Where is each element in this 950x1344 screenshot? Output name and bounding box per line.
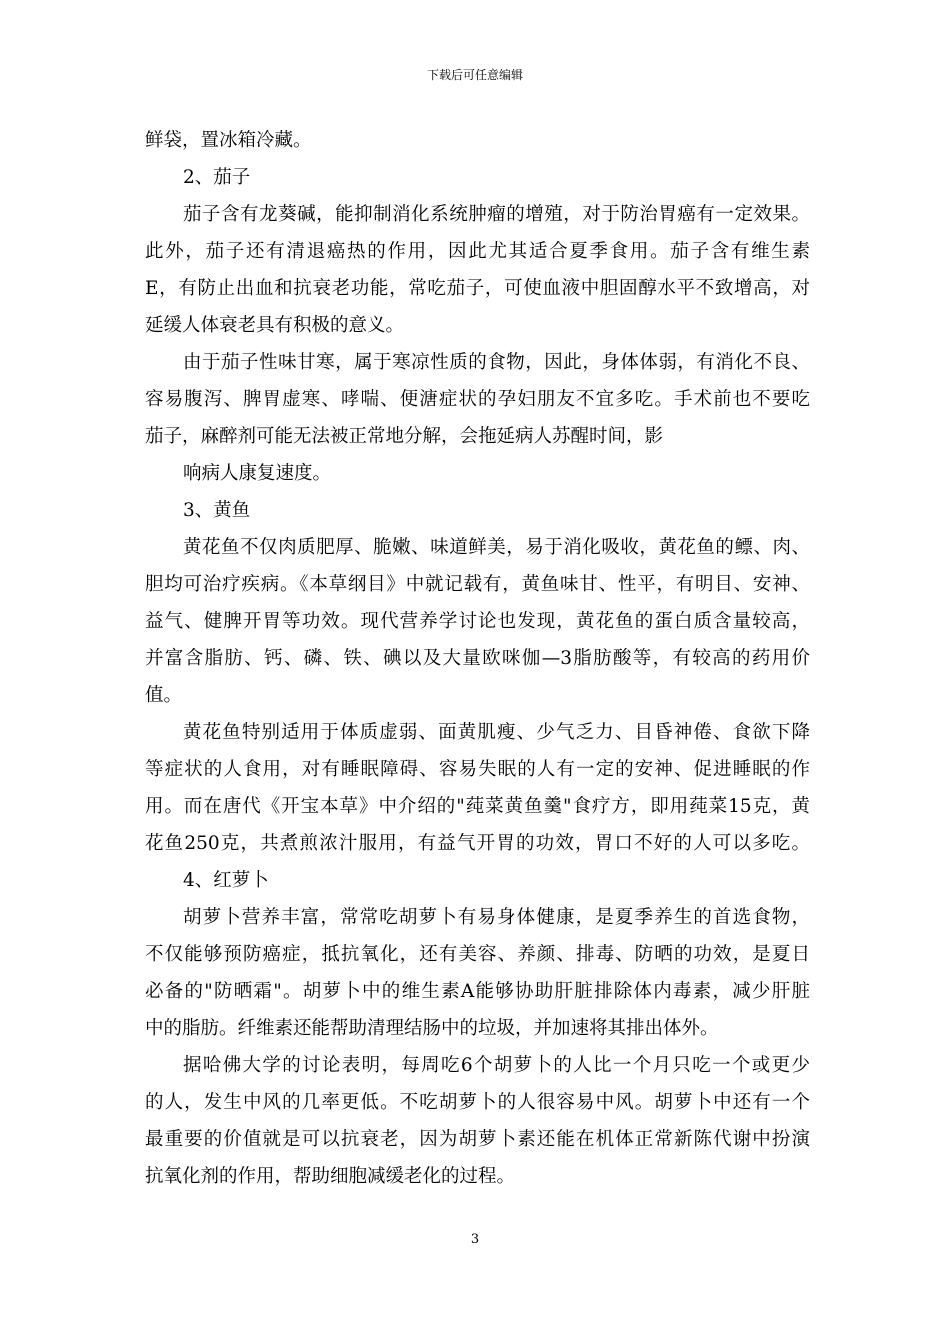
text-line: 黄花鱼特别适用于体质虚弱、面黄肌瘦、少气乏力、目昏神倦、食欲下降 — [183, 722, 810, 743]
text-line: 黄花鱼不仅肉质肥厚、脆嫩、味道鲜美，易于消化吸收，黄花鱼的鳔、肉、 — [183, 537, 810, 558]
text-line: 延缓人体衰老具有积极的意义。 — [145, 315, 405, 336]
text-line: 最重要的价值就是可以抗衰老，因为胡萝卜素还能在机体正常新陈代谢中扮演 — [145, 1129, 810, 1150]
text-line: E，有防止出血和抗衰老功能，常吃茄子，可使血液中胆固醇水平不致增高，对 — [145, 278, 810, 299]
section-heading: 4、红萝卜 — [183, 870, 269, 891]
text-line: 花鱼250克，共煮煎浓汁服用，有益气开胃的功效，胃口不好的人可以多吃。 — [145, 833, 810, 854]
text-line: 据哈佛大学的讨论表明，每周吃6个胡萝卜的人比一个月只吃一个或更少 — [183, 1055, 810, 1076]
section-heading: 2、茄子 — [183, 167, 251, 188]
text-line: 的人，发生中风的几率更低。不吃胡萝卜的人很容易中风。胡萝卜中还有一个 — [145, 1092, 810, 1113]
page-header: 下载后可任意编辑 — [426, 68, 523, 82]
text-line: 此外，茄子还有清退癌热的作用，因此尤其适合夏季食用。茄子含有维生素 — [145, 241, 810, 262]
text-line: 值。 — [145, 685, 183, 706]
text-line: 不仅能够预防癌症，抵抗氧化，还有美容、养颜、排毒、防晒的功效，是夏日 — [145, 944, 810, 965]
document-body — [145, 122, 810, 1195]
text-line: 胆均可治疗疾病。《本草纲目》中就记载有，黄鱼味甘、性平，有明目、安神、 — [145, 574, 810, 595]
text-line: 茄子，麻醉剂可能无法被正常地分解，会拖延病人苏醒时间，影 — [145, 426, 664, 447]
text-line: 容易腹泻、脾胃虚寒、哮喘、便溏症状的孕妇朋友不宜多吃。手术前也不要吃 — [145, 389, 810, 410]
text-line: 抗氧化剂的作用，帮助细胞减缓老化的过程。 — [145, 1166, 516, 1187]
text-line: 胡萝卜营养丰富，常常吃胡萝卜有易身体健康，是夏季养生的首选食物， — [183, 907, 810, 928]
text-line: 用。而在唐代《开宝本草》中介绍的"莼菜黄鱼羹"食疗方，即用莼菜15克，黄 — [145, 796, 810, 817]
text-line: 由于茄子性味甘寒，属于寒凉性质的食物，因此，身体体弱，有消化不良、 — [183, 352, 810, 373]
text-line: 茄子含有龙葵碱，能抑制消化系统肿瘤的增殖，对于防治胃癌有一定效果。 — [183, 204, 810, 225]
text-line: 响病人康复速度。 — [183, 463, 332, 484]
text-line: 鲜袋，置冰箱冷藏。 — [145, 130, 312, 151]
text-line: 并富含脂肪、钙、磷、铁、碘以及大量欧咪伽—3脂肪酸等，有较高的药用价 — [145, 648, 810, 669]
text-line: 等症状的人食用，对有睡眠障碍、容易失眠的人有一定的安神、促进睡眠的作 — [145, 759, 810, 780]
text-line: 中的脂肪。纤维素还能帮助清理结肠中的垃圾，并加速将其排出体外。 — [145, 1018, 719, 1039]
section-heading: 3、黄鱼 — [183, 500, 251, 521]
page-number: 3 — [470, 1232, 480, 1247]
text-line: 必备的"防晒霜"。胡萝卜中的维生素A能够协助肝脏排除体内毒素，减少肝脏 — [145, 981, 810, 1002]
text-line: 益气、健脾开胃等功效。现代营养学讨论也发现，黄花鱼的蛋白质含量较高， — [145, 611, 810, 632]
